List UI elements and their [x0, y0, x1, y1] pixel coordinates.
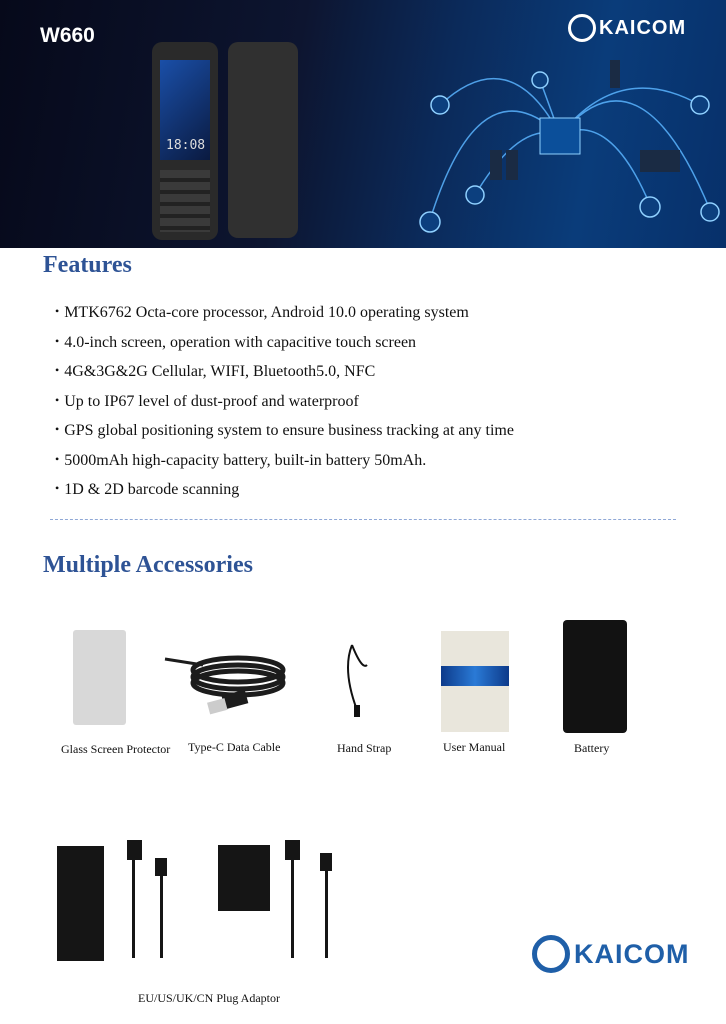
screen-protector-image	[73, 630, 126, 725]
accessory-label: Battery	[574, 741, 610, 755]
phone-front-image	[152, 42, 218, 240]
brand-logo: KAICOM	[568, 14, 686, 42]
phone-back-image	[228, 42, 298, 238]
battery-image	[563, 620, 627, 733]
user-manual-image	[441, 631, 509, 732]
logo-icon	[532, 935, 570, 973]
phone-keypad	[160, 170, 210, 232]
model-name: W660	[40, 24, 95, 47]
accessories-heading: Multiple Accessories	[43, 552, 253, 578]
accessory-label: Type-C Data Cable	[188, 740, 281, 754]
accessory-label: User Manual	[443, 740, 506, 754]
feature-item: • 4G&3G&2G Cellular, WIFI, Bluetooth5.0, NFC	[55, 363, 375, 381]
feature-item: • Up to IP67 level of dust-proof and waterproof	[55, 393, 359, 411]
features-heading: Features	[43, 252, 132, 278]
accessory-label: Glass Screen Protector	[61, 742, 171, 756]
hero-banner	[0, 0, 726, 248]
section-divider	[50, 519, 676, 520]
feature-item: • 5000mAh high-capacity battery, built-in battery 50mAh.	[55, 452, 426, 470]
logo-icon	[568, 14, 596, 42]
data-cable-image	[163, 645, 288, 720]
feature-item: • GPS global positioning system to ensure business tracking at any time	[55, 422, 514, 440]
adaptor-label: EU/US/UK/CN Plug Adaptor	[138, 991, 281, 1005]
phone-screen: 18:08	[160, 60, 210, 160]
plug-adaptor-image	[55, 818, 325, 958]
hand-strap-image	[342, 640, 382, 720]
accessory-label: Hand Strap	[337, 741, 392, 755]
feature-item: • MTK6762 Octa-core processor, Android 10.0 operating system	[55, 304, 469, 322]
feature-item: • 4.0-inch screen, operation with capacitive touch screen	[55, 334, 416, 352]
footer-logo: KAICOM	[532, 935, 690, 973]
feature-item: • 1D & 2D barcode scanning	[55, 481, 239, 499]
